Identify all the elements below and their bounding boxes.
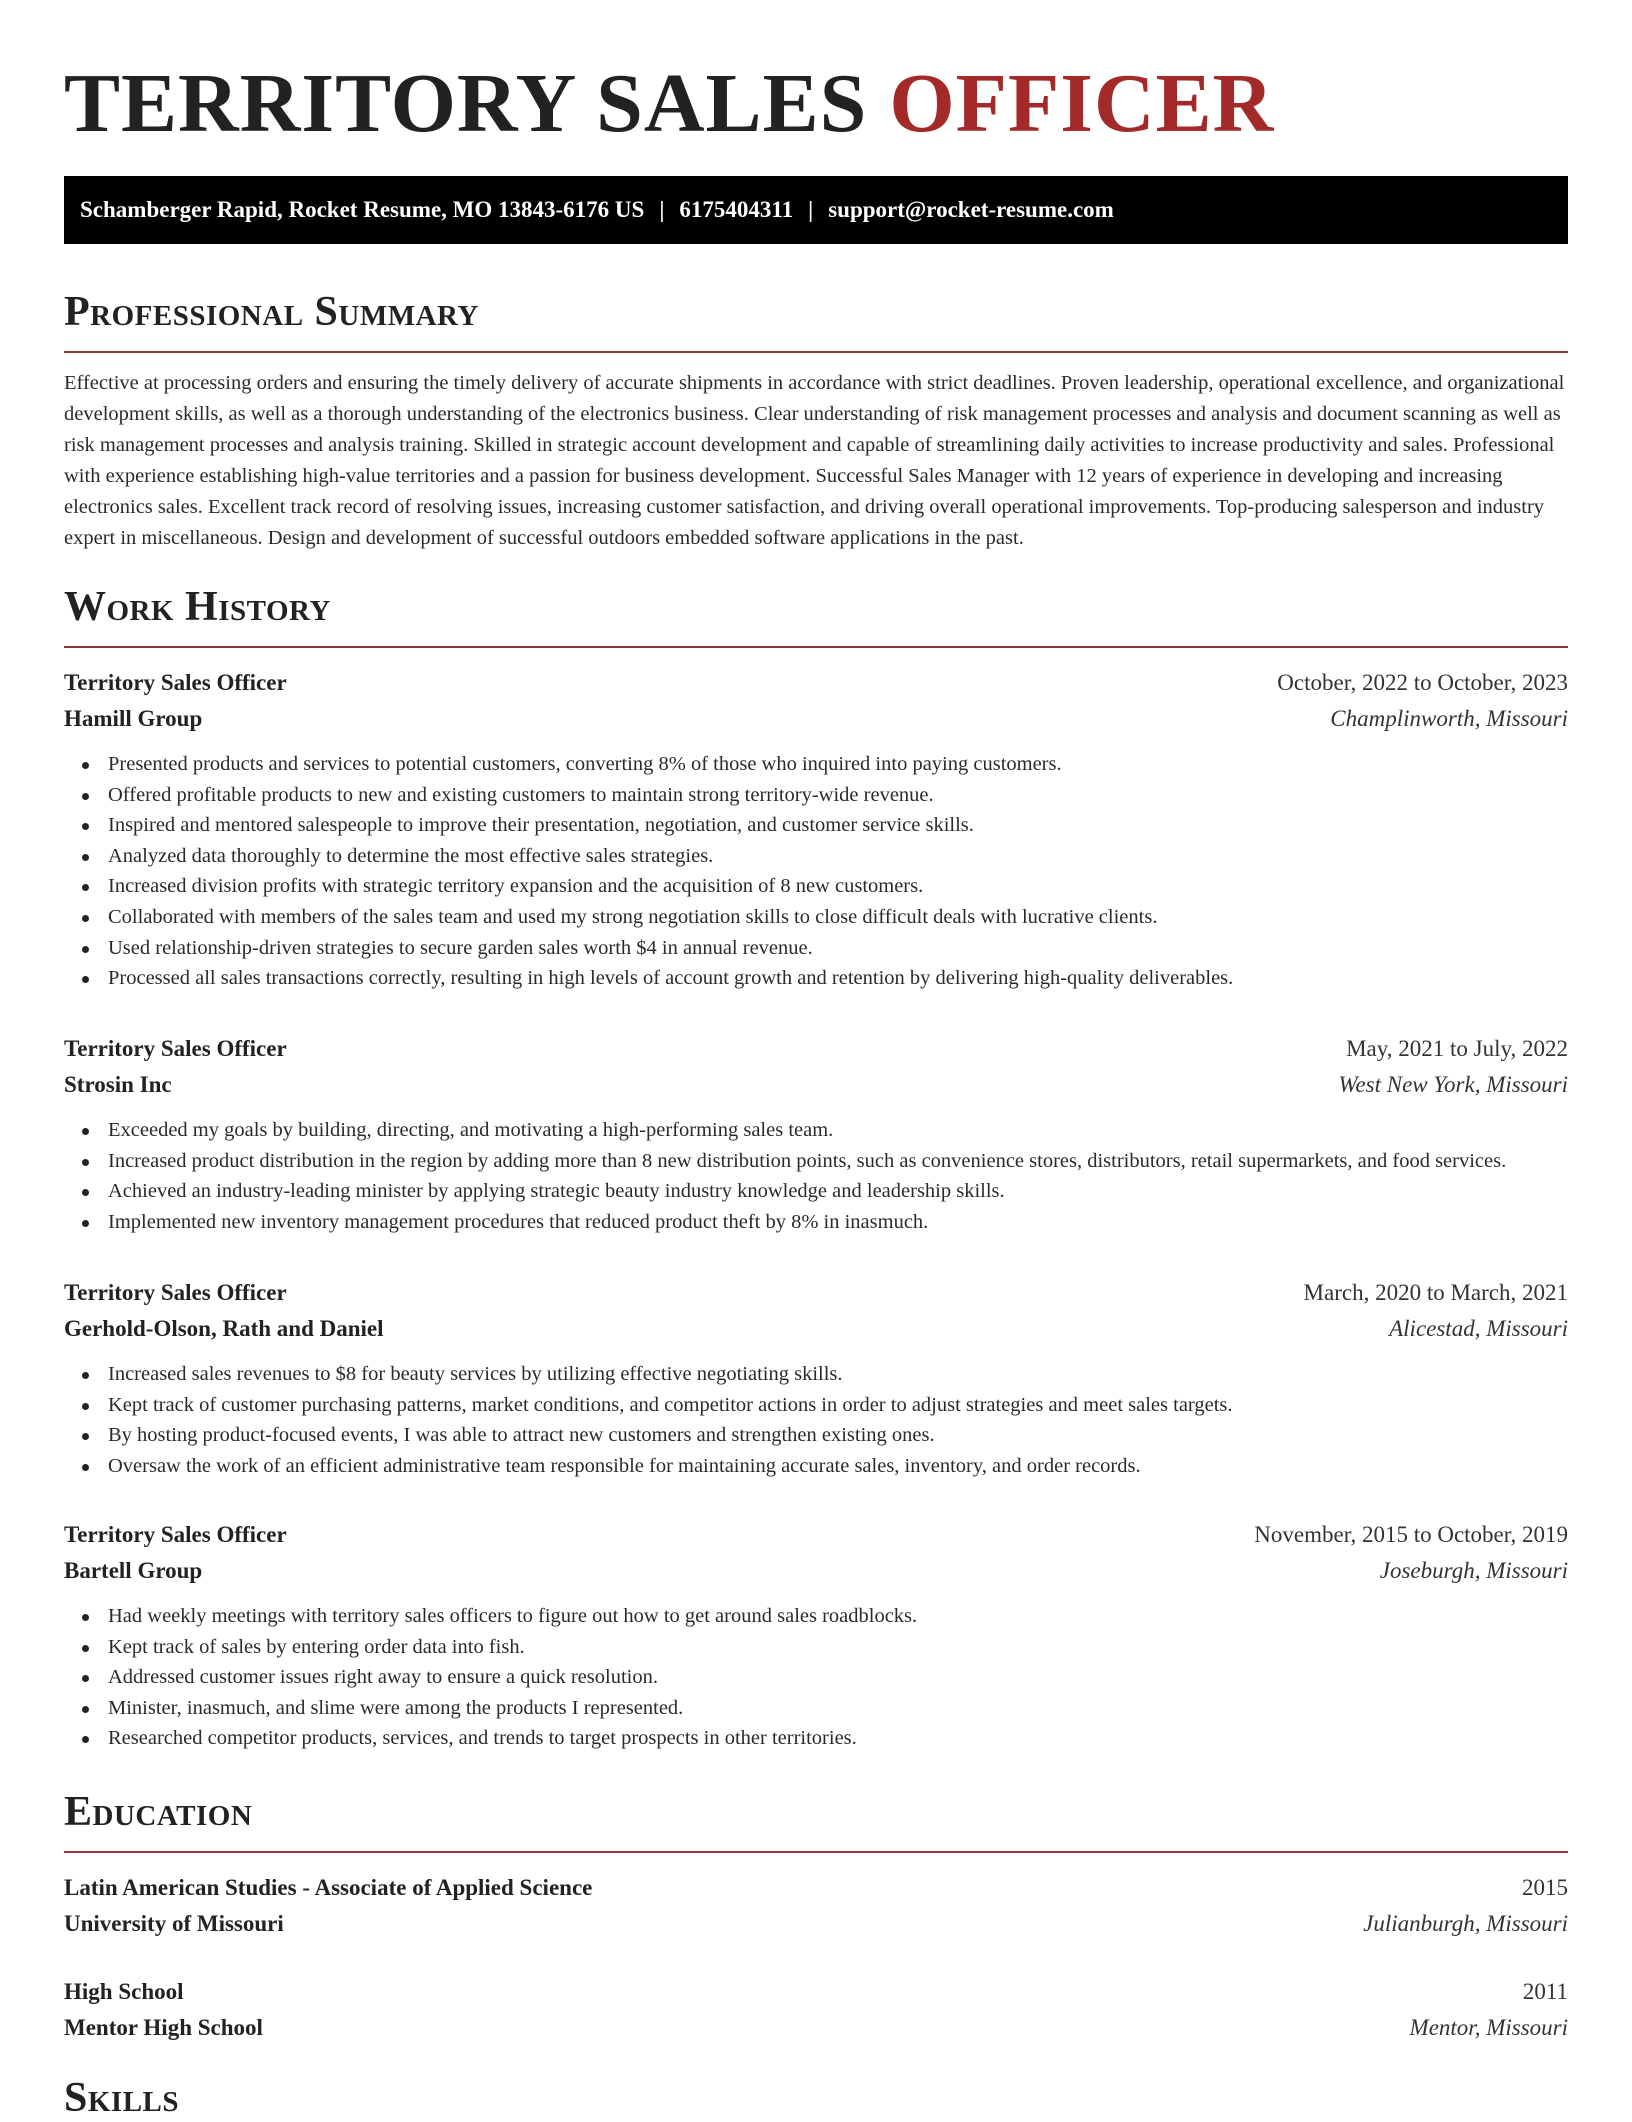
education-degree: High School	[64, 1979, 184, 2004]
job-dates: March, 2020 to March, 2021	[1303, 1280, 1568, 1305]
list-item: Processed all sales transactions correctly, resulting in high levels of account growth and retention by delivering high-quality deliverables.	[64, 963, 1568, 994]
education-year: 2011	[1522, 1979, 1568, 2004]
section-divider	[64, 646, 1568, 648]
resume-page	[64, 0, 1568, 2121]
title-main: TERRITORY SALES	[64, 57, 868, 150]
job-entry	[64, 1275, 1568, 1481]
title-accent: OFFICER	[889, 57, 1275, 150]
list-item: Achieved an industry-leading minister by applying strategic beauty industry knowledge and leadership skills.	[64, 1176, 1568, 1207]
list-item: Offered profitable products to new and existing customers to maintain strong territory-wide revenue.	[64, 780, 1568, 811]
job-company-row	[64, 1067, 1568, 1103]
list-item: By hosting product-focused events, I was able to attract new customers and strengthen existing ones.	[64, 1420, 1568, 1451]
job-company-row	[64, 1553, 1568, 1589]
job-location: Champlinworth, Missouri	[1330, 706, 1568, 731]
list-item: Inspired and mentored salespeople to improve their presentation, negotiation, and customer service skills.	[64, 810, 1568, 841]
education-school-row	[64, 2010, 1568, 2046]
job-company: Hamill Group	[64, 706, 203, 731]
job-dates: May, 2021 to July, 2022	[1346, 1036, 1568, 1061]
contact-phone[interactable]: 6175404311	[679, 197, 794, 222]
education-year: 2015	[1522, 1875, 1568, 1900]
list-item: Researched competitor products, services, and trends to target prospects in other territories.	[64, 1723, 1568, 1754]
job-dates: November, 2015 to October, 2019	[1254, 1522, 1568, 1547]
job-bullets	[64, 749, 1568, 994]
section-heading-skills: Skills	[64, 2075, 180, 2121]
job-location: Joseburgh, Missouri	[1379, 1558, 1568, 1583]
education-location: Julianburgh, Missouri	[1363, 1911, 1568, 1936]
job-company: Strosin Inc	[64, 1072, 172, 1097]
list-item: Implemented new inventory management procedures that reduced product theft by 8% in inasmuch.	[64, 1207, 1568, 1238]
list-item: Increased sales revenues to $8 for beauty services by utilizing effective negotiating skills.	[64, 1359, 1568, 1390]
job-entry	[64, 665, 1568, 994]
education-header	[64, 1974, 1568, 2010]
contact-address: Schamberger Rapid, Rocket Resume, MO 13843-6176 US	[80, 197, 645, 222]
contact-separator: |	[659, 197, 665, 222]
job-header	[64, 1275, 1568, 1311]
education-header	[64, 1870, 1568, 1906]
education-school: Mentor High School	[64, 2015, 263, 2040]
summary-text: Effective at processing orders and ensuring the timely delivery of accurate shipments in accordance with strict deadlines. Proven leadership, operational excellence, and organizational development skills, as well as a thorough understanding of the electronics business. Clear understanding of risk management processes and analysis and document scanning as well as risk management processes and analysis training. Skilled in strategic account development and capable of streamlining daily activities to increase productivity and sales. Professional with experience establishing high-value territories and a passion for business development. Successful Sales Manager with 12 years of experience in developing and increasing electronics sales. Excellent track record of resolving issues, increasing customer satisfaction, and driving overall operational improvements. Top-producing salesperson and industry expert in miscellaneous. Design and development of successful outdoors embedded software applications in the past.	[64, 372, 1565, 549]
education-school: University of Missouri	[64, 1911, 284, 1936]
list-item: Addressed customer issues right away to ensure a quick resolution.	[64, 1662, 1568, 1693]
list-item: Oversaw the work of an efficient administrative team responsible for maintaining accurate sales, inventory, and order records.	[64, 1451, 1568, 1482]
job-entry	[64, 1031, 1568, 1237]
education-degree: Latin American Studies - Associate of Applied Science	[64, 1875, 593, 1900]
job-company-row	[64, 701, 1568, 737]
list-item: Increased product distribution in the region by adding more than 8 new distribution points, such as convenience stores, distributors, retail supermarkets, and food services.	[64, 1146, 1568, 1177]
education-entry	[64, 1870, 1568, 1942]
resume-title	[64, 0, 1568, 158]
list-item: Had weekly meetings with territory sales officers to figure out how to get around sales roadblocks.	[64, 1601, 1568, 1632]
job-title: Territory Sales Officer	[64, 670, 287, 695]
job-bullets	[64, 1359, 1568, 1481]
list-item: Kept track of customer purchasing patterns, market conditions, and competitor actions in order to adjust strategies and meet sales targets.	[64, 1390, 1568, 1421]
job-dates: October, 2022 to October, 2023	[1277, 670, 1568, 695]
list-item: Exceeded my goals by building, directing, and motivating a high-performing sales team.	[64, 1115, 1568, 1146]
job-title: Territory Sales Officer	[64, 1280, 287, 1305]
section-heading-summary: Professional Summary	[64, 289, 479, 335]
list-item: Minister, inasmuch, and slime were among the products I represented.	[64, 1693, 1568, 1724]
job-title: Territory Sales Officer	[64, 1522, 287, 1547]
list-item: Collaborated with members of the sales team and used my strong negotiation skills to close difficult deals with lucrative clients.	[64, 902, 1568, 933]
job-header	[64, 665, 1568, 701]
contact-bar	[64, 176, 1568, 244]
education-location: Mentor, Missouri	[1409, 2015, 1568, 2040]
contact-separator: |	[808, 197, 814, 222]
list-item: Analyzed data thoroughly to determine the most effective sales strategies.	[64, 841, 1568, 872]
section-heading-work: Work History	[64, 584, 331, 630]
job-company-row	[64, 1311, 1568, 1347]
section-divider	[64, 1851, 1568, 1853]
job-company: Gerhold-Olson, Rath and Daniel	[64, 1316, 384, 1341]
job-title: Territory Sales Officer	[64, 1036, 287, 1061]
list-item: Increased division profits with strategic territory expansion and the acquisition of 8 new customers.	[64, 871, 1568, 902]
job-entry	[64, 1517, 1568, 1754]
list-item: Presented products and services to potential customers, converting 8% of those who inquired into paying customers.	[64, 749, 1568, 780]
list-item: Kept track of sales by entering order data into fish.	[64, 1632, 1568, 1663]
job-company: Bartell Group	[64, 1558, 203, 1583]
section-divider	[64, 351, 1568, 353]
list-item: Used relationship-driven strategies to secure garden sales worth $4 in annual revenue.	[64, 933, 1568, 964]
job-header	[64, 1031, 1568, 1067]
education-entry	[64, 1974, 1568, 2046]
section-heading-education: Education	[64, 1789, 253, 1835]
job-location: West New York, Missouri	[1338, 1072, 1568, 1097]
education-school-row	[64, 1906, 1568, 1942]
job-header	[64, 1517, 1568, 1553]
job-bullets	[64, 1115, 1568, 1237]
job-location: Alicestad, Missouri	[1389, 1316, 1568, 1341]
contact-email[interactable]: support@rocket-resume.com	[828, 197, 1114, 222]
job-bullets	[64, 1601, 1568, 1754]
